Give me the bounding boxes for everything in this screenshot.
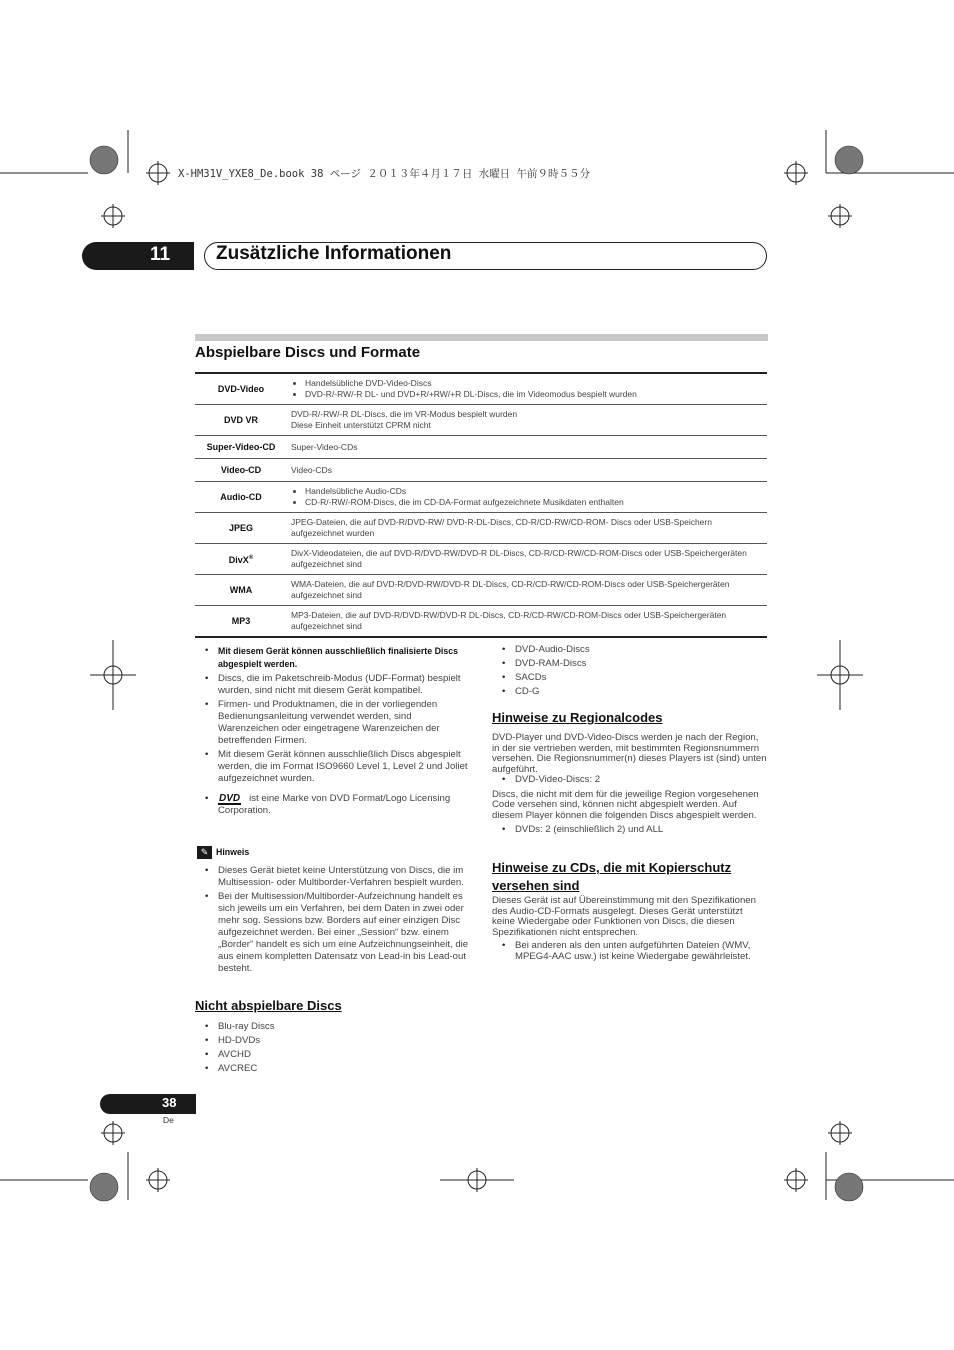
list-item [218, 793, 470, 817]
format-description [287, 513, 767, 544]
left-notes [195, 645, 470, 819]
page-language: De [163, 1115, 174, 1125]
table-row [195, 482, 767, 513]
dvd-trademark-text: ist eine Marke von DVD Format/Logo Licensing Corporation. [218, 793, 451, 816]
section-bar [195, 334, 768, 341]
format-label: WMA [229, 584, 253, 595]
table-row [195, 544, 767, 575]
list-item: • Bei anderen als den unten aufgeführten Dateien (WMV, MPEG4-AAC usw.) ist keine Wiedergabe gewährleistet. [515, 941, 767, 962]
format-label: MP3 [231, 615, 251, 626]
list-item: • HD-DVDs [218, 1035, 470, 1047]
list-item: • DVDs: 2 (einschließlich 2) und ALL [515, 825, 767, 836]
description-line: Video-CDs [291, 464, 332, 475]
list-item: • Handelsübliche Audio-CDs [305, 486, 763, 497]
nicht-abspielbar-list-right [492, 644, 767, 700]
list-item: • CD-R/-RW/-ROM-Discs, die im CD-DA-Format aufgezeichnete Musikdaten enthalten [305, 497, 763, 508]
table-row [195, 575, 767, 606]
list-item: • Firmen- und Produktnamen, die in der vorliegenden Bedienungsanleitung verwendet werden, sind Warenzeichen oder eingetragene Warenzeichen der betreffenden Firmen. [218, 699, 470, 747]
page-number: 38 [162, 1095, 177, 1110]
format-label: JPEG [228, 522, 253, 533]
pencil-icon: ✎ [197, 846, 212, 859]
description-line: Diese Einheit unterstützt CPRM nicht [291, 420, 431, 430]
list-item [218, 645, 470, 671]
description-line: JPEG-Dateien, die auf DVD-R/DVD-RW/ DVD-R-DL-Discs, CD-R/CD-RW/CD-ROM- Discs oder USB-Speichern aufgezeichnet wurden [291, 517, 712, 538]
list-item: • Blu-ray Discs [218, 1021, 470, 1033]
table-row [195, 606, 767, 638]
bold-note: Mit diesem Gerät können ausschließlich finalisierte Discs abgespielt werden. [218, 646, 459, 669]
format-name [195, 482, 287, 513]
dvd-logo: DVD [219, 793, 241, 804]
table-row [195, 405, 767, 436]
format-description [287, 436, 767, 459]
nicht-abspielbar-title: Nicht abspielbare Discs [195, 998, 342, 1013]
kopierschutz-para: Dieses Gerät ist auf Übereinstimmung mit den Spezifikationen des Audio-CD-Formats ausgelegt. Dieses Gerät unterstützt keine Wiedergabe oder Funktionen von Discs, die diesen Spezifikationen nicht entsprechen. [492, 895, 756, 938]
hinweis-title: Hinweis [216, 847, 250, 858]
table-row [195, 436, 767, 459]
regionalcodes-para1: DVD-Player und DVD-Video-Discs werden je nach der Region, in der sie vertrieben werden, mit bestimmten Regionsnummern versehen. Die Regionsnummer(n) dieses Players ist (sind) unten aufgeführt. [492, 732, 767, 775]
hinweis-box [197, 846, 472, 977]
list-item: • DVD-R/-RW/-R DL- und DVD+R/+RW/+R DL-Discs, die im Videomodus bespielt wurden [305, 389, 763, 400]
regionalcodes-title: Hinweise zu Regionalcodes [492, 710, 663, 725]
format-label: DivX [228, 554, 249, 565]
format-name [195, 373, 287, 405]
kopierschutz-title: Hinweise zu CDs, die mit Kopierschutz versehen sind [492, 860, 732, 893]
format-description [287, 459, 767, 482]
format-description [287, 482, 767, 513]
nicht-abspielbar-list-left [195, 1021, 470, 1077]
regionalcodes-body [492, 733, 767, 838]
kopierschutz-body [492, 896, 767, 964]
list-item: • Mit diesem Gerät können ausschließlich Discs abgespielt werden, die im Format ISO9660 Level 1, Level 2 und Joliet aufgezeichnet wurden. [218, 749, 470, 785]
format-description [287, 575, 767, 606]
format-label: Super-Video-CD [206, 441, 276, 452]
format-name [195, 459, 287, 482]
list-item: • AVCREC [218, 1063, 470, 1075]
format-description [287, 405, 767, 436]
regionalcodes-para2: Discs, die nicht mit dem für die jeweilige Region vorgesehenen Code versehen sind, können nicht abgespielt werden. Auf diesem Player können die folgenden Discs abgespielt werden. [492, 788, 759, 821]
description-line: DVD-R/-RW/-R DL-Discs, die im VR-Modus bespielt wurden [291, 409, 518, 419]
list-item: • Bei der Multisession/Multiborder-Aufzeichnung handelt es sich jeweils um ein Verfahren, bei dem Daten in zwei oder mehr sog. Sessions bzw. Borders auf einer einzigen Disc aufgezeichnet werden. Bei einer „Session“ bzw. einem „Border“ handelt es sich um eine Aufzeichnungseinheit, die aus einem kompletten Datensatz von Lead-in bis Lead-out besteht. [218, 891, 472, 975]
print-header: X-HM31V_YXE8_De.book 38 ページ ２０１３年４月１７日 水曜日 午前９時５５分 [178, 168, 590, 180]
table-row [195, 459, 767, 482]
list-item: • DVD-RAM-Discs [515, 658, 767, 670]
format-name [195, 575, 287, 606]
format-name [195, 513, 287, 544]
list-item: • AVCHD [218, 1049, 470, 1061]
formats-table [195, 372, 767, 638]
format-name [195, 436, 287, 459]
format-description [287, 373, 767, 405]
section-title: Abspielbare Discs und Formate [195, 344, 421, 361]
format-name [195, 405, 287, 436]
list-item: • Handelsübliche DVD-Video-Discs [305, 378, 763, 389]
table-row [195, 513, 767, 544]
format-label: Audio-CD [220, 491, 262, 502]
format-name [195, 544, 287, 575]
format-label: Video-CD [220, 464, 262, 475]
table-row [195, 373, 767, 405]
chapter-title: Zusätzliche Informationen [216, 243, 452, 264]
registered-mark: ® [248, 554, 254, 561]
list-item: • DVD-Audio-Discs [515, 644, 767, 656]
format-description [287, 544, 767, 575]
list-item: • CD-G [515, 686, 767, 698]
description-line: DivX-Videodateien, die auf DVD-R/DVD-RW/DVD-R DL-Discs, CD-R/CD-RW/CD-ROM-Discs oder USB-Speichergeräten aufgezeichnet sind [291, 548, 747, 569]
description-line: MP3-Dateien, die auf DVD-R/DVD-RW/DVD-R DL-Discs, CD-R/CD-RW/CD-ROM-Discs oder USB-Speichergeräten aufgezeichnet sind [291, 610, 727, 631]
list-item: • SACDs [515, 672, 767, 684]
list-item: • Discs, die im Paketschreib-Modus (UDF-Format) bespielt wurden, sind nicht mit diesem Gerät kompatibel. [218, 673, 470, 697]
list-item: • Dieses Gerät bietet keine Unterstützung von Discs, die im Multisession- oder Multiborder-Verfahren bespielt wurden. [218, 865, 472, 889]
chapter-number: 11 [150, 244, 171, 265]
description-line: WMA-Dateien, die auf DVD-R/DVD-RW/DVD-R DL-Discs, CD-R/CD-RW/CD-ROM-Discs oder USB-Speichergeräten aufgezeichnet sind [291, 579, 730, 600]
format-name [195, 606, 287, 638]
format-label: DVD VR [223, 414, 258, 425]
page-number-tab [100, 1094, 196, 1114]
format-description [287, 606, 767, 638]
list-item: • DVD-Video-Discs: 2 [515, 775, 767, 786]
description-line: Super-Video-CDs [291, 441, 358, 452]
format-label: DVD-Video [217, 383, 265, 394]
